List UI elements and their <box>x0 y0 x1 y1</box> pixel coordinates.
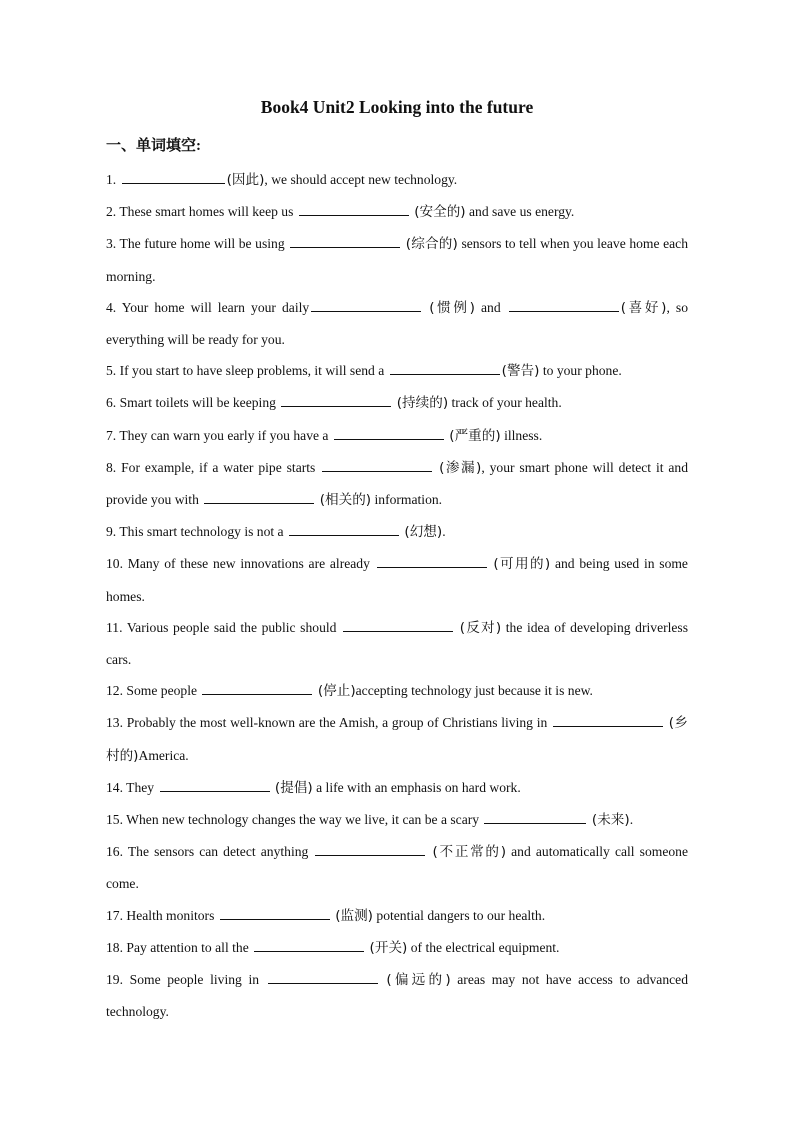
page-title: Book4 Unit2 Looking into the future <box>260 97 534 117</box>
list-item: 6. Smart toilets will be keeping (持续的) track of your health. <box>106 395 562 412</box>
list-item: 12. Some people (停止)accepting technology just because it is new. <box>106 683 593 700</box>
answer-blank[interactable] <box>289 534 399 536</box>
list-item: 8. For example, if a water pipe starts (渗漏), your smart phone will detect it and provide you with (相关的) information. <box>106 459 689 509</box>
answer-blank[interactable] <box>268 982 378 984</box>
answer-blank[interactable] <box>343 630 453 632</box>
list-item: 9. This smart technology is not a (幻想). <box>106 524 446 541</box>
list-item: 2. These smart homes will keep us (安全的) and save us energy. <box>106 204 575 221</box>
list-item: 14. They (提倡) a life with an emphasis on hard work. <box>106 779 521 796</box>
list-item: 4. Your home will learn your daily (惯例) and (喜好), so everything will be ready for you. <box>106 299 688 348</box>
list-item: 15. When new technology changes the way we live, it can be a scary (未来). <box>106 812 634 829</box>
list-item: 1. (因此), we should accept new technology. <box>106 172 458 188</box>
answer-blank[interactable] <box>509 310 619 312</box>
list-item: 19. Some people living in (偏远的) areas may not have access to advanced technology. <box>106 972 689 1020</box>
answer-blank[interactable] <box>160 790 270 792</box>
list-item: 16. The sensors can detect anything (不正常的) and automatically call someone come. <box>106 844 688 892</box>
answer-blank[interactable] <box>315 854 425 856</box>
answer-blank[interactable] <box>311 310 421 312</box>
list-item: 13. Probably the most well-known are the Amish, a group of Christians living in (乡村的)America. <box>106 715 689 764</box>
answer-blank[interactable] <box>281 405 391 407</box>
answer-blank[interactable] <box>484 822 586 824</box>
list-item: 17. Health monitors (监测) potential dangers to our health. <box>106 907 546 924</box>
answer-blank[interactable] <box>377 566 487 568</box>
answer-blank[interactable] <box>299 214 409 216</box>
section-heading: 一、单词填空: <box>106 138 201 154</box>
answer-blank[interactable] <box>122 182 225 184</box>
answer-blank[interactable] <box>220 918 330 920</box>
answer-blank[interactable] <box>290 246 400 248</box>
answer-blank[interactable] <box>322 470 432 472</box>
answer-blank[interactable] <box>553 725 663 727</box>
list-item: 3. The future home will be using (综合的) sensors to tell when you leave home each morning. <box>106 236 688 284</box>
list-item: 7. They can warn you early if you have a (严重的) illness. <box>106 427 543 444</box>
exercise-list <box>106 164 688 1027</box>
list-item: 5. If you start to have sleep problems, it will send a (警告) to your phone. <box>106 363 622 380</box>
answer-blank[interactable] <box>204 502 314 504</box>
list-item: 10. Many of these new innovations are already (可用的) and being used in some homes. <box>106 556 688 604</box>
answer-blank[interactable] <box>254 950 364 952</box>
list-item: 11. Various people said the public should (反对) the idea of developing driverless cars. <box>106 619 689 668</box>
answer-blank[interactable] <box>334 438 444 440</box>
answer-blank[interactable] <box>390 373 500 375</box>
answer-blank[interactable] <box>202 693 312 695</box>
list-item: 18. Pay attention to all the (开关) of the electrical equipment. <box>106 939 560 956</box>
